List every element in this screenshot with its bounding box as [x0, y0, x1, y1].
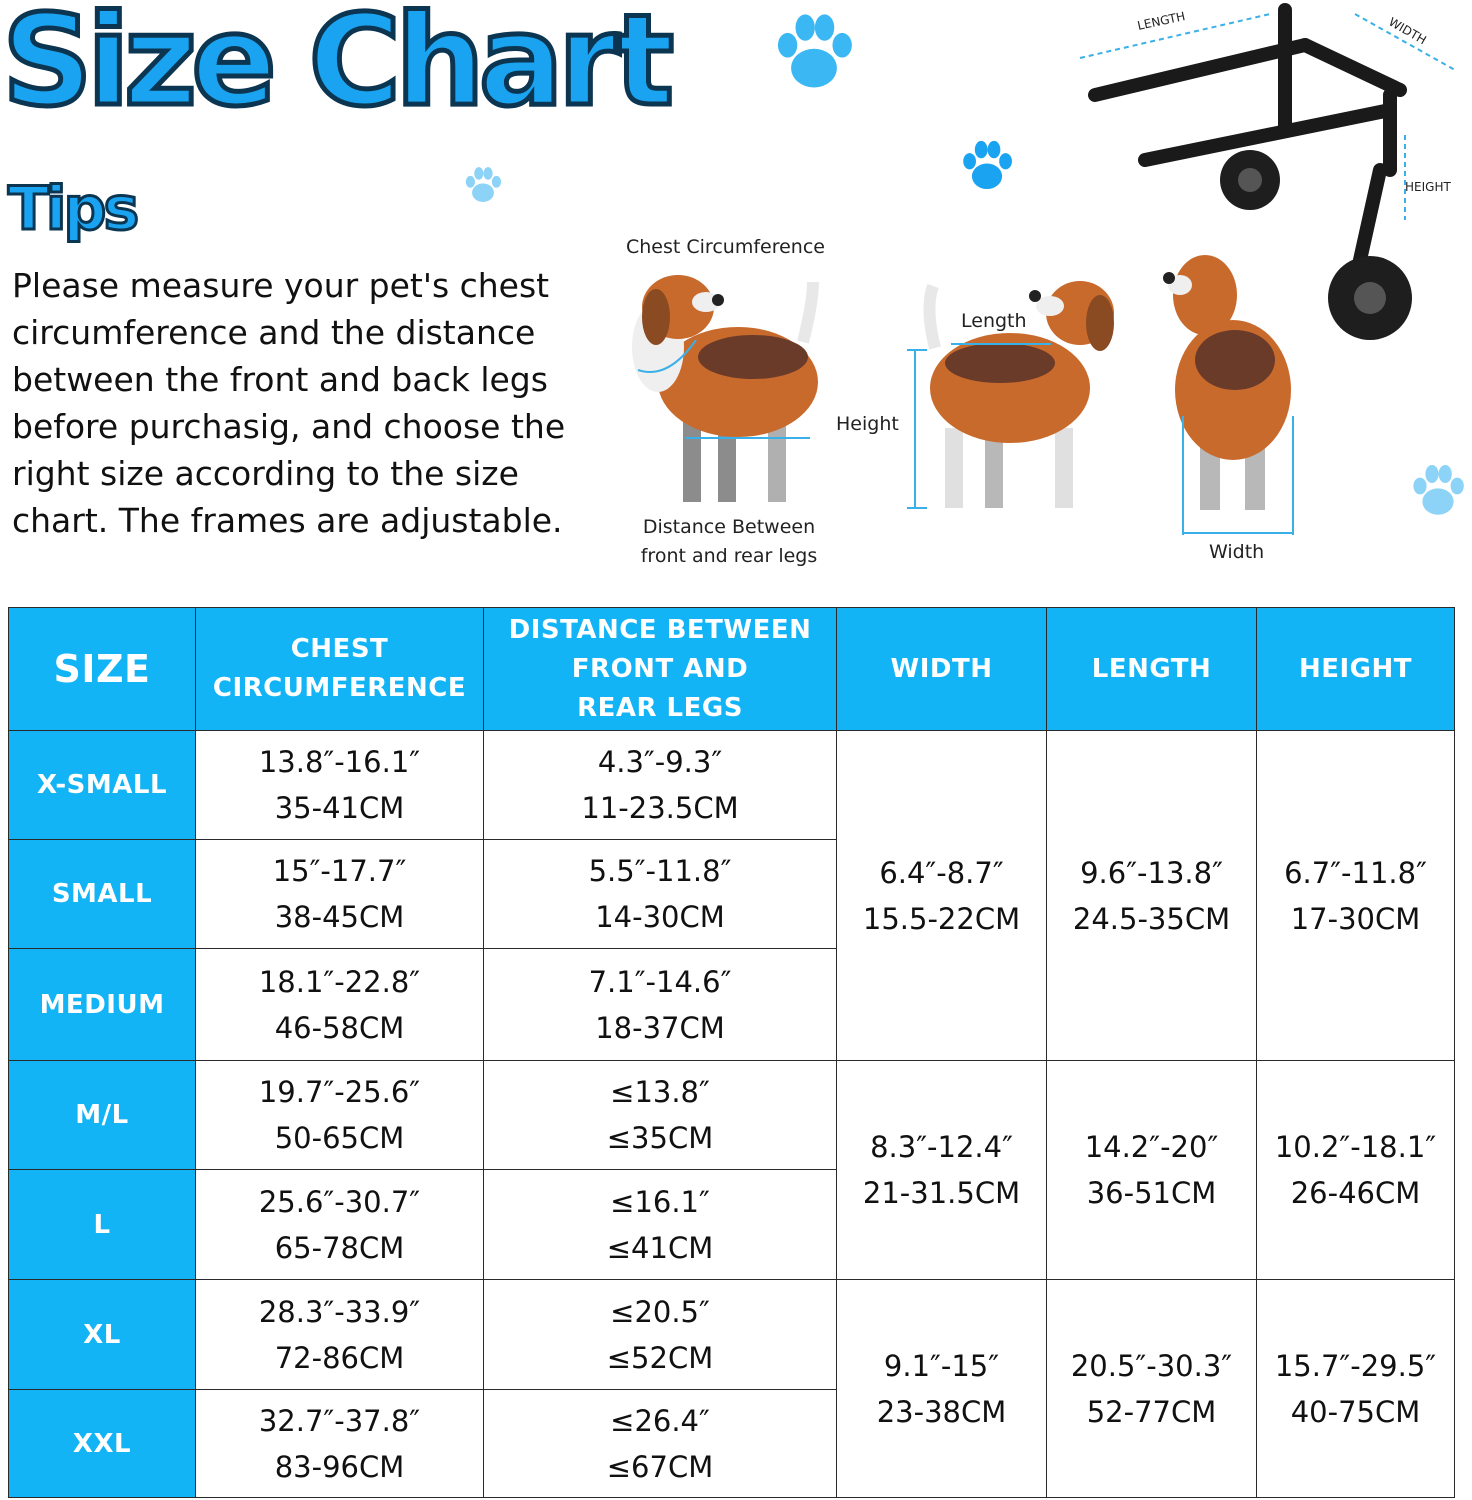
frame-height-label: HEIGHT: [1405, 180, 1451, 194]
header-size: SIZE: [9, 608, 196, 731]
header-chest: CHEST CIRCUMFERENCE: [196, 608, 484, 731]
table-row: [9, 1280, 1455, 1390]
dog-side-icon: [628, 262, 828, 512]
paw-icon: [958, 138, 1016, 196]
length-cell: 14.2″-20″ 36-51CM: [1047, 1061, 1257, 1280]
header-length: LENGTH: [1047, 608, 1257, 731]
size-cell: MEDIUM: [9, 949, 196, 1061]
distance-cell: 4.3″-9.3″ 11-23.5CM: [484, 731, 837, 840]
dog-rear-icon: [1155, 250, 1305, 550]
chest-cell: 18.1″-22.8″ 46-58CM: [196, 949, 484, 1061]
tips-heading: Tips: [8, 174, 137, 244]
height-cell: 6.7″-11.8″ 17-30CM: [1257, 731, 1455, 1061]
height-label: Height: [836, 413, 899, 435]
table-row: [9, 731, 1455, 840]
chest-cell: 28.3″-33.9″ 72-86CM: [196, 1280, 484, 1390]
size-cell: M/L: [9, 1061, 196, 1170]
table-row: [9, 1061, 1455, 1170]
chest-cell: 25.6″-30.7″ 65-78CM: [196, 1170, 484, 1280]
size-cell: L: [9, 1170, 196, 1280]
paw-icon: [462, 165, 504, 207]
height-cell: 10.2″-18.1″ 26-46CM: [1257, 1061, 1455, 1280]
header-width: WIDTH: [837, 608, 1047, 731]
size-cell: X-SMALL: [9, 731, 196, 840]
distance-cell: 7.1″-14.6″ 18-37CM: [484, 949, 837, 1061]
dog-side-icon: [905, 268, 1125, 514]
page-title: Size Chart: [2, 0, 669, 134]
table-header-row: [9, 608, 1455, 731]
height-cell: 15.7″-29.5″ 40-75CM: [1257, 1280, 1455, 1498]
length-label: Length: [961, 310, 1027, 332]
header-distance: DISTANCE BETWEEN FRONT AND REAR LEGS: [484, 608, 837, 731]
width-label: Width: [1209, 541, 1265, 563]
size-cell: XXL: [9, 1390, 196, 1498]
distance-label-line2: front and rear legs: [640, 545, 818, 567]
distance-cell: ≤26.4″ ≤67CM: [484, 1390, 837, 1498]
chest-cell: 13.8″-16.1″ 35-41CM: [196, 731, 484, 840]
length-cell: 9.6″-13.8″ 24.5-35CM: [1047, 731, 1257, 1061]
distance-cell: 5.5″-11.8″ 14-30CM: [484, 840, 837, 949]
paw-icon: [1408, 462, 1468, 522]
frame-width-label: WIDTH: [1386, 14, 1429, 48]
paw-icon: [770, 10, 858, 98]
width-cell: 6.4″-8.7″ 15.5-22CM: [837, 731, 1047, 1061]
chest-cell: 32.7″-37.8″ 83-96CM: [196, 1390, 484, 1498]
chest-cell: 15″-17.7″ 38-45CM: [196, 840, 484, 949]
distance-cell: ≤13.8″ ≤35CM: [484, 1061, 837, 1170]
chest-label: Chest Circumference: [626, 236, 825, 258]
size-cell: SMALL: [9, 840, 196, 949]
distance-label-line1: Distance Between: [642, 516, 816, 538]
size-cell: XL: [9, 1280, 196, 1390]
tips-text: Please measure your pet's chest circumference and the distance between the front and back legs before purchasig, and choose the right size according to the size chart. The frames are adjustable.: [12, 266, 566, 540]
distance-cell: ≤16.1″ ≤41CM: [484, 1170, 837, 1280]
width-cell: 8.3″-12.4″ 21-31.5CM: [837, 1061, 1047, 1280]
chest-cell: 19.7″-25.6″ 50-65CM: [196, 1061, 484, 1170]
size-chart-table: [8, 607, 1455, 1498]
header-height: HEIGHT: [1257, 608, 1455, 731]
length-cell: 20.5″-30.3″ 52-77CM: [1047, 1280, 1257, 1498]
width-cell: 9.1″-15″ 23-38CM: [837, 1280, 1047, 1498]
frame-length-label: LENGTH: [1136, 9, 1187, 33]
distance-cell: ≤20.5″ ≤52CM: [484, 1280, 837, 1390]
